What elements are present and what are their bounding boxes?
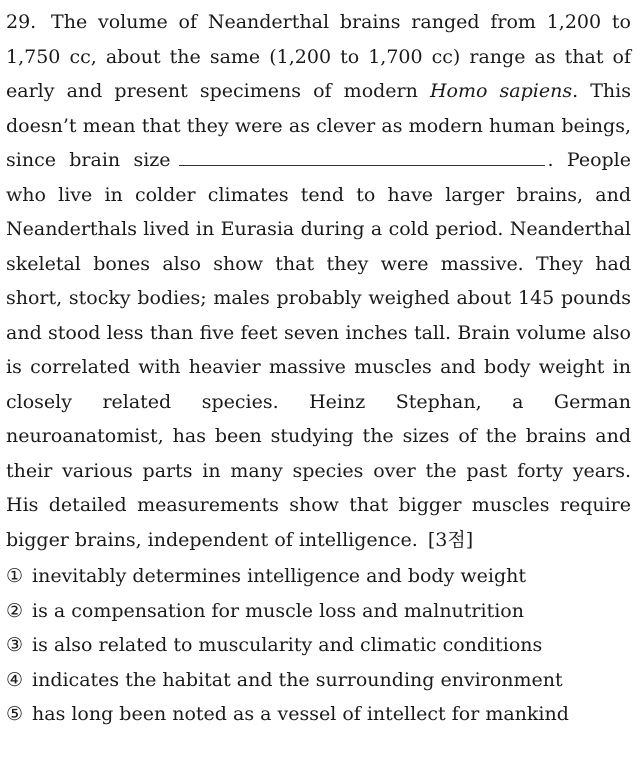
passage-text-part2: . This doesn’t mean that they were as clever as modern human beings, since brain size [6,80,631,171]
choice-marker: ③ [6,634,24,656]
choice-5[interactable] [6,697,631,732]
choice-text: inevitably determines intelligence and body weight [32,565,526,587]
choice-1[interactable] [6,559,631,594]
choice-marker: ⑤ [6,703,24,725]
species-name: Homo sapiens [429,80,573,102]
choice-marker: ④ [6,668,24,691]
choice-2[interactable] [6,594,631,629]
answer-choices [6,559,631,732]
answer-blank [179,145,545,166]
question-number: 29. [6,11,37,33]
question-passage [6,5,631,557]
choice-text: indicates the habitat and the surrounding environment [32,668,563,691]
passage-text-part3: People who live in colder climates tend to have larger brains, and Neanderthals lived in Eurasia during a cold period. Neanderthal skeletal bones also show that they were massive. They had short, stocky bodies; males probably weighed about 145 pounds and stood less than five feet seven inches tall. Brain volume also is correlated with heavier massive muscles and body weight in closely related species. Heinz Stephan, a German neuroanatomist, has been studying the sizes of the brains and their various parts in many species over the past forty years. His detailed measurements show that bigger muscles require bigger brains, independent of intelligence. [6,149,631,551]
choice-marker: ② [6,599,24,622]
blank-end-period: . [547,149,554,171]
choice-text: is also related to muscularity and climatic conditions [32,634,543,656]
choice-4[interactable] [6,663,631,698]
choice-3[interactable] [6,628,631,663]
choice-text: has long been noted as a vessel of intellect for mankind [32,703,569,725]
passage-text-part1: The volume of Neanderthal brains ranged from 1,200 to 1,750 cc, about the same (1,200 to 1,700 cc) range as that of early and present specimens of modern [6,11,631,102]
points-label: [3점] [427,528,474,551]
choice-text: is a compensation for muscle loss and malnutrition [32,599,524,622]
choice-marker: ① [6,565,24,587]
